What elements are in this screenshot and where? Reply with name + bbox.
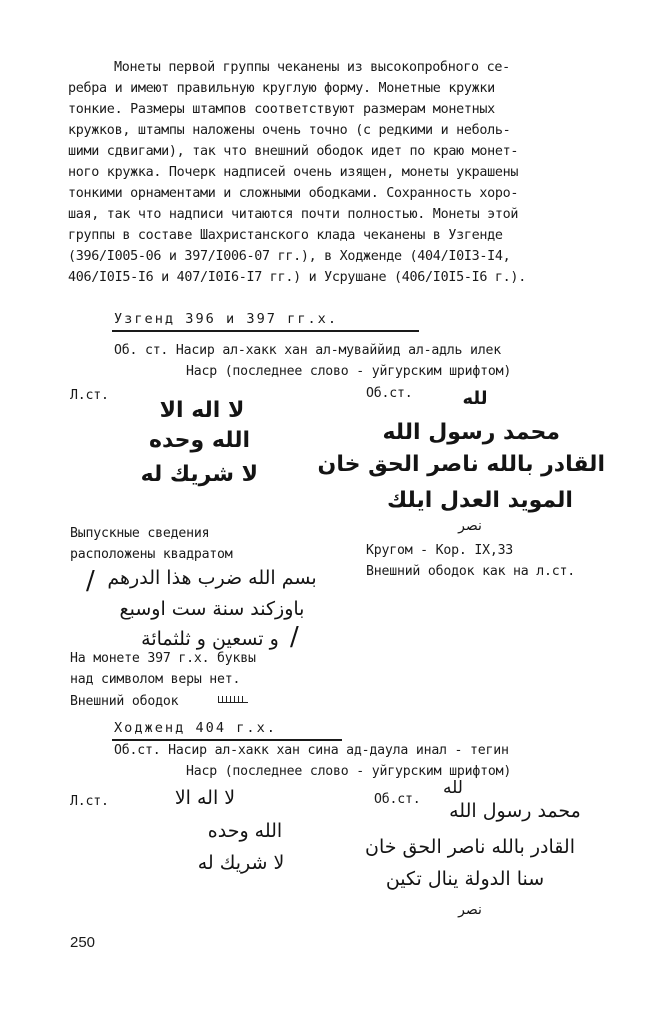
paragraph-line: кружков, штампы наложены очень точно (с редкими и неболь- xyxy=(68,123,511,138)
heading-underline xyxy=(112,330,419,332)
arabic-inscription: محمد رسول الله xyxy=(449,800,581,822)
paragraph-line: тонкие. Размеры штампов соответствуют размерам монетных xyxy=(68,102,495,117)
paragraph-line: ного кружка. Почерк надписей очень изящен, монеты украшены xyxy=(68,165,519,180)
square-frame-mark: / xyxy=(86,566,95,596)
arabic-inscription: لا شريك له xyxy=(197,852,285,874)
issue-note: Выпускные сведения xyxy=(70,526,210,541)
arabic-inscription: لله xyxy=(443,778,463,798)
arabic-inscription: الله وحده xyxy=(148,428,250,453)
paragraph-line: ребра и имеют правильную круглую форму. Монетные кружки xyxy=(68,81,495,96)
arabic-inscription: سنا الدولة ينال تكين xyxy=(385,868,545,890)
arabic-inscription: لا اله الا xyxy=(174,787,236,809)
section-heading-uzgend: Узгенд 396 и 397 гг.х. xyxy=(114,311,339,327)
obverse-description: Об.ст. Насир ал-хакк хан сина ад-даула инал - тегин xyxy=(114,743,509,758)
arabic-inscription: القادر بالله ناصر الحق خان xyxy=(317,452,605,477)
uyghur-word: نصر xyxy=(458,518,482,534)
uyghur-word: نصر xyxy=(458,902,482,918)
arabic-inscription: باوزكند سنة ست اوسبع xyxy=(119,598,305,620)
reverse-label: Л.ст. xyxy=(70,388,109,403)
paragraph-line: (396/I005-06 и 397/I006-07 гг.), в Ходженде (404/I0I3-I4, xyxy=(68,249,511,264)
paragraph-line: шими сдвигами), так что внешний ободок идет по краю монет- xyxy=(68,144,519,159)
obverse-description-cont: Наср (последнее слово - уйгурским шрифтом) xyxy=(186,764,512,779)
obverse-label: Об.ст. xyxy=(374,792,421,807)
heading-underline xyxy=(112,739,342,741)
paragraph-line: группы в составе Шахристанского клада чеканены в Узгенде xyxy=(68,228,503,243)
paragraph-line: тонкими орнаментами и сложными ободками. Сохранность хоро- xyxy=(68,186,519,201)
border-glyph xyxy=(218,696,248,703)
arabic-inscription: القادر بالله ناصر الحق خان xyxy=(365,836,575,858)
arabic-inscription: المويد العدل ايلك xyxy=(387,488,573,513)
arabic-inscription: بسم الله ضرب هذا الدرهم xyxy=(107,567,317,589)
arabic-inscription: لله xyxy=(462,388,488,409)
arabic-inscription: الله وحده xyxy=(207,820,283,842)
square-frame-mark: / xyxy=(290,622,299,652)
coin-note: На монете 397 г.х. буквы xyxy=(70,651,256,666)
obverse-description-cont: Наср (последнее слово - уйгурским шрифтом) xyxy=(186,364,512,379)
arabic-inscription: و تسعين و ثلثمائة xyxy=(141,628,279,650)
obverse-label: Об.ст. xyxy=(366,386,413,401)
paragraph-line: Монеты первой группы чеканены из высокопробного се- xyxy=(114,60,510,75)
paragraph-line: 406/I0I5-I6 и 407/I0I6-I7 гг.) и Усрушане (406/I0I5-I6 г.). xyxy=(68,270,526,285)
arabic-inscription: لا شريك له xyxy=(140,462,258,487)
obverse-description: Об. ст. Насир ал-хакк хан ал-муваййид ал-адль илек xyxy=(114,343,501,358)
margin-note: Кругом - Кор. IX,33 xyxy=(366,543,514,558)
arabic-inscription: محمد رسول الله xyxy=(382,420,560,445)
reverse-label: Л.ст. xyxy=(70,794,109,809)
arabic-inscription: لا اله الا xyxy=(159,398,245,423)
section-heading-khojend: Ходженд 404 г.х. xyxy=(114,720,277,736)
margin-note: Внешний ободок как на л.ст. xyxy=(366,564,575,579)
page-number: 250 xyxy=(70,934,96,951)
coin-note: над символом веры нет. xyxy=(70,672,241,687)
paragraph-line: шая, так что надписи читаются почти полностью. Монеты этой xyxy=(68,207,519,222)
coin-note: Внешний ободок xyxy=(70,694,179,709)
issue-note: расположены квадратом xyxy=(70,547,233,562)
